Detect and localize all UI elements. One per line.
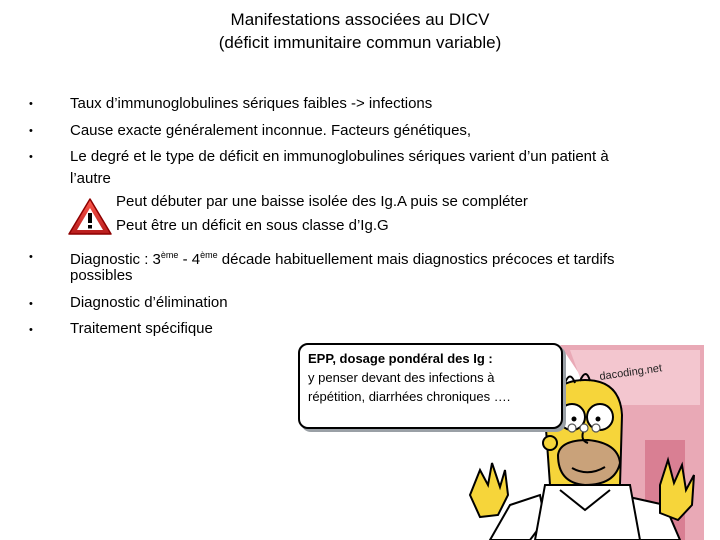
bullet-item-4: Diagnostic : 3ème - 4ème décade habituellement mais diagnostics précoces et tardifs <box>70 250 615 268</box>
bullet-dot: • <box>29 151 33 163</box>
warning-triangle-icon <box>67 197 113 237</box>
title-line-2: (déficit immunitaire commun variable) <box>218 33 502 52</box>
speech-line-2: y penser devant des infections à <box>308 370 495 385</box>
bullet-item-3: Le degré et le type de déficit en immunoglobulines sériques varient d’un patient à <box>70 148 609 165</box>
title-line-1: Manifestations associées au DICV <box>230 10 490 29</box>
bullet-item-4-continued: possibles <box>70 267 133 284</box>
bullet-dot: • <box>29 324 33 336</box>
bullet-item-6: Traitement spécifique <box>70 320 213 337</box>
sign-text: dacoding.net <box>598 362 663 383</box>
bullet-dot: • <box>29 98 33 110</box>
bullet-item-3-continued: l’autre <box>70 170 111 187</box>
bullet-dot: • <box>29 125 33 137</box>
sub-item-1: Peut débuter par une baisse isolée des Ig.A puis se compléter <box>116 193 528 210</box>
bullet-dot: • <box>29 251 33 263</box>
speech-line-1: EPP, dosage pondéral des Ig : <box>308 351 493 366</box>
speech-line-3: répétition, diarrhées chroniques …. <box>308 389 511 404</box>
speech-bubble <box>298 343 563 429</box>
bullet-item-2: Cause exacte généralement inconnue. Facteurs génétiques, <box>70 122 472 139</box>
bullet-dot: • <box>29 298 33 310</box>
thought-bubbles-icon <box>566 420 602 436</box>
sub-item-2: Peut être un déficit en sous classe d’Ig.G <box>116 217 389 234</box>
bullet-item-5: Diagnostic d’élimination <box>70 294 228 311</box>
bullet-item-1: Taux d’immunoglobulines sériques faibles -> infections <box>70 95 433 112</box>
